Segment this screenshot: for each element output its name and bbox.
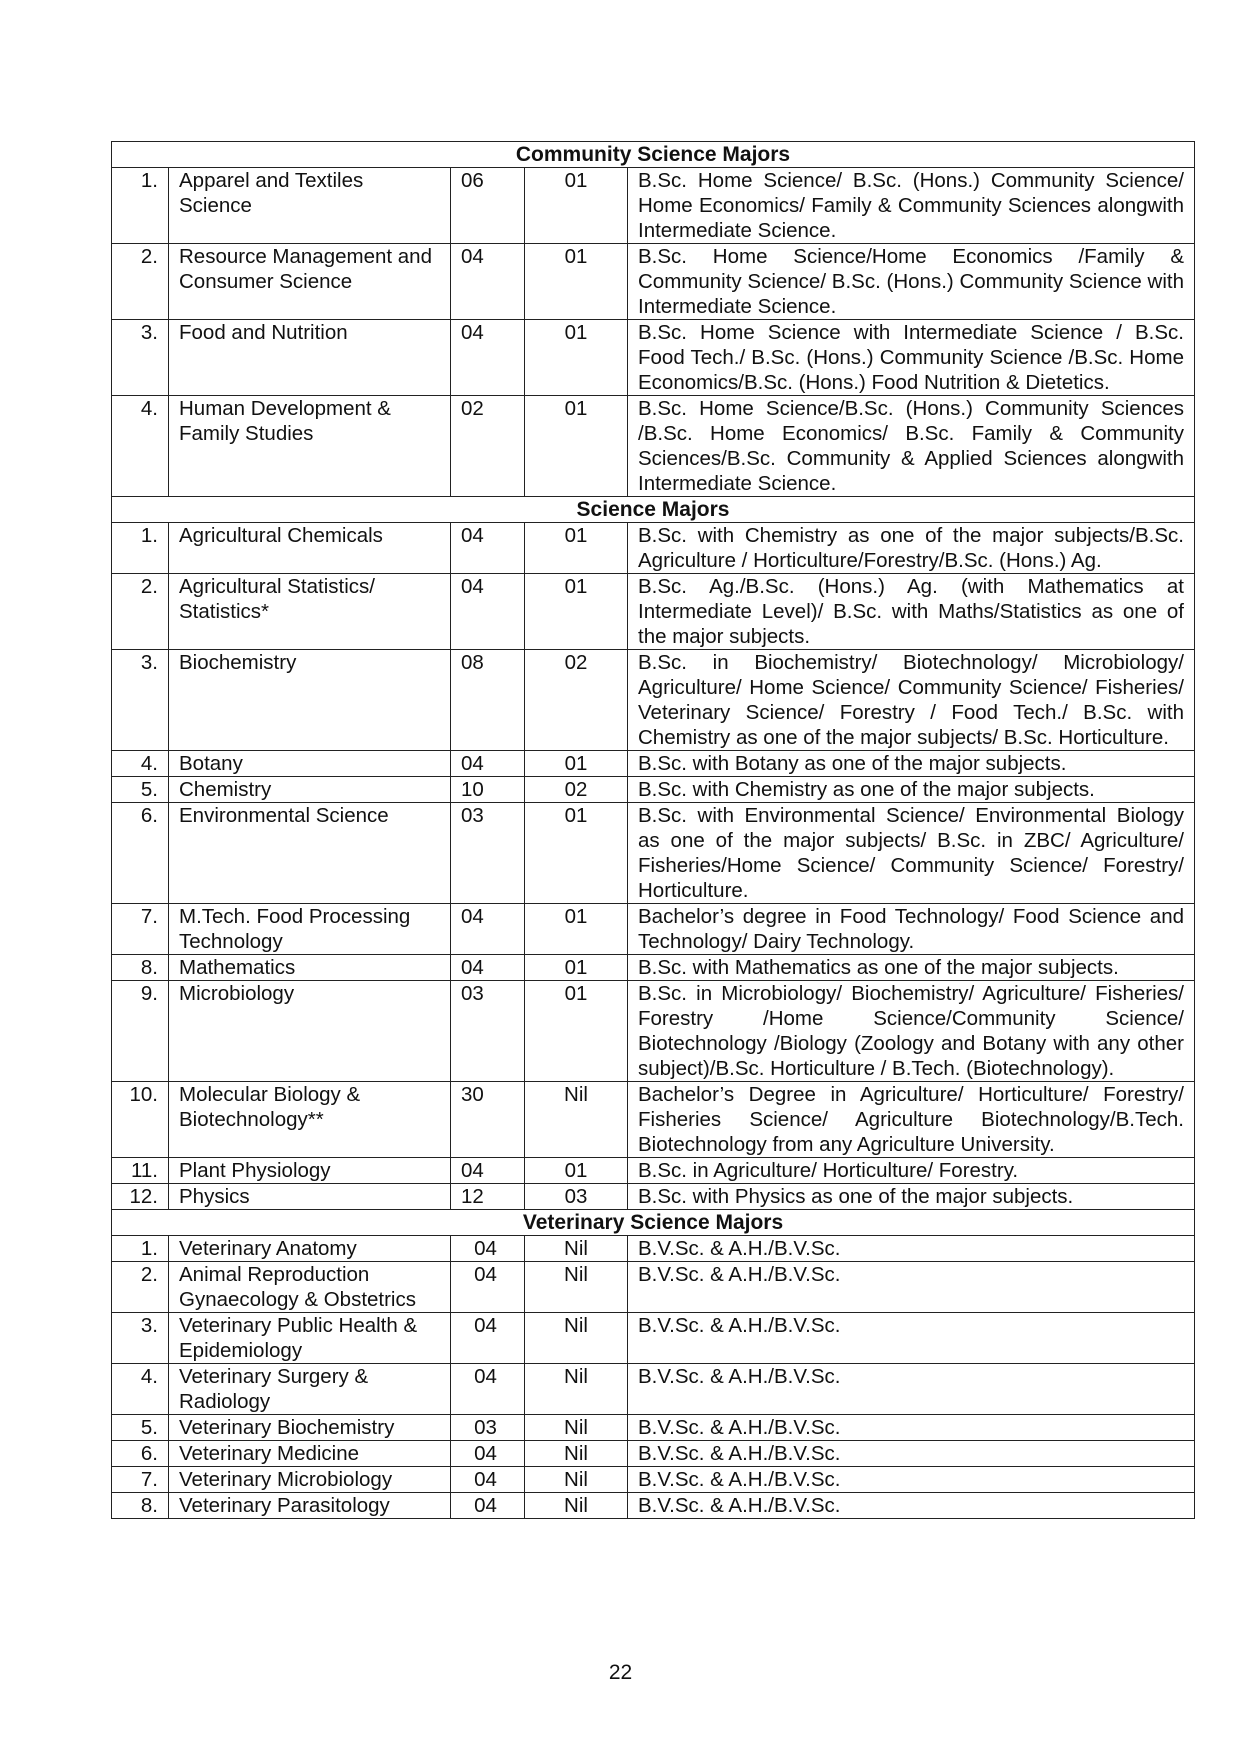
icar-seats-cell: 01 [525,574,628,650]
seats-cell: 04 [451,320,525,396]
icar-seats-cell: Nil [525,1082,628,1158]
serial-number-cell: 7. [112,1467,169,1493]
serial-number-cell: 4. [112,1364,169,1415]
seats-cell: 04 [451,955,525,981]
serial-number-cell: 10. [112,1082,169,1158]
subject-cell: Mathematics [169,955,451,981]
table-row [112,523,1195,574]
subject-cell: Biochemistry [169,650,451,751]
serial-number-cell: 5. [112,1415,169,1441]
eligibility-cell: Bachelor’s degree in Food Technology/ Food Science and Technology/ Dairy Technology. [628,904,1195,955]
serial-number-cell: 6. [112,1441,169,1467]
icar-seats-cell: Nil [525,1364,628,1415]
seats-cell: 04 [451,904,525,955]
icar-seats-cell: Nil [525,1313,628,1364]
seats-cell: 08 [451,650,525,751]
table-row [112,1158,1195,1184]
icar-seats-cell: 01 [525,751,628,777]
eligibility-cell: B.Sc. with Mathematics as one of the major subjects. [628,955,1195,981]
table-row [112,1236,1195,1262]
icar-seats-cell: 03 [525,1184,628,1210]
seats-cell: 04 [451,1236,525,1262]
seats-cell: 12 [451,1184,525,1210]
serial-number-cell: 3. [112,1313,169,1364]
subject-cell: Apparel and Textiles Science [169,168,451,244]
table-row [112,751,1195,777]
subject-cell: Veterinary Public Health & Epidemiology [169,1313,451,1364]
seats-cell: 04 [451,1262,525,1313]
eligibility-cell: B.V.Sc. & A.H./B.V.Sc. [628,1262,1195,1313]
serial-number-cell: 2. [112,1262,169,1313]
seats-cell: 04 [451,1441,525,1467]
eligibility-cell: B.V.Sc. & A.H./B.V.Sc. [628,1236,1195,1262]
table-row [112,1262,1195,1313]
serial-number-cell: 2. [112,244,169,320]
table-row [112,244,1195,320]
subject-cell: Physics [169,1184,451,1210]
eligibility-cell: B.V.Sc. & A.H./B.V.Sc. [628,1364,1195,1415]
serial-number-cell: 8. [112,955,169,981]
icar-seats-cell: 01 [525,1158,628,1184]
subject-cell: Food and Nutrition [169,320,451,396]
serial-number-cell: 1. [112,523,169,574]
seats-cell: 03 [451,981,525,1082]
eligibility-cell: B.Sc. with Chemistry as one of the major subjects. [628,777,1195,803]
seat-matrix-table [111,141,1195,1519]
serial-number-cell: 2. [112,574,169,650]
section-header-row [112,142,1195,168]
table-row [112,650,1195,751]
seats-cell: 04 [451,1364,525,1415]
page-number: 22 [608,1661,633,1684]
serial-number-cell: 4. [112,751,169,777]
serial-number-cell: 9. [112,981,169,1082]
table-row [112,1467,1195,1493]
serial-number-cell: 3. [112,320,169,396]
subject-cell: Veterinary Biochemistry [169,1415,451,1441]
table-row [112,396,1195,497]
eligibility-cell: B.V.Sc. & A.H./B.V.Sc. [628,1313,1195,1364]
eligibility-cell: B.V.Sc. & A.H./B.V.Sc. [628,1493,1195,1519]
section-title: Science Majors [112,497,1195,523]
subject-cell: Veterinary Parasitology [169,1493,451,1519]
icar-seats-cell: 01 [525,168,628,244]
icar-seats-cell: 01 [525,320,628,396]
table-row [112,1184,1195,1210]
seats-cell: 04 [451,751,525,777]
subject-cell: Plant Physiology [169,1158,451,1184]
subject-cell: Chemistry [169,777,451,803]
icar-seats-cell: 02 [525,777,628,803]
serial-number-cell: 3. [112,650,169,751]
icar-seats-cell: Nil [525,1467,628,1493]
eligibility-cell: B.V.Sc. & A.H./B.V.Sc. [628,1467,1195,1493]
serial-number-cell: 1. [112,168,169,244]
table-row [112,574,1195,650]
icar-seats-cell: 01 [525,955,628,981]
seats-cell: 04 [451,1493,525,1519]
subject-cell: Botany [169,751,451,777]
icar-seats-cell: Nil [525,1236,628,1262]
subject-cell: Molecular Biology & Biotechnology** [169,1082,451,1158]
icar-seats-cell: 01 [525,981,628,1082]
eligibility-cell: B.Sc. Ag./B.Sc. (Hons.) Ag. (with Mathematics at Intermediate Level)/ B.Sc. with Maths/Statistics as one of the major subjects. [628,574,1195,650]
icar-seats-cell: Nil [525,1441,628,1467]
eligibility-cell: B.Sc. with Physics as one of the major subjects. [628,1184,1195,1210]
seats-cell: 04 [451,523,525,574]
eligibility-cell: B.Sc. Home Science with Intermediate Science / B.Sc. Food Tech./ B.Sc. (Hons.) Community Science /B.Sc. Home Economics/B.Sc. (Hons.) Food Nutrition & Dietetics. [628,320,1195,396]
subject-cell: Veterinary Medicine [169,1441,451,1467]
seats-cell: 03 [451,803,525,904]
eligibility-cell: B.Sc. in Agriculture/ Horticulture/ Forestry. [628,1158,1195,1184]
eligibility-cell: B.Sc. Home Science/Home Economics /Family & Community Science/ B.Sc. (Hons.) Community Science with Intermediate Science. [628,244,1195,320]
eligibility-cell: B.Sc. in Biochemistry/ Biotechnology/ Microbiology/ Agriculture/ Home Science/ Community Science/ Fisheries/ Veterinary Science/ Forestry / Food Tech./ B.Sc. with Chemistry as one of the major subjects/ B.Sc. Horticulture. [628,650,1195,751]
subject-cell: Agricultural Chemicals [169,523,451,574]
icar-seats-cell: 01 [525,396,628,497]
subject-cell: Veterinary Anatomy [169,1236,451,1262]
table-row [112,1364,1195,1415]
seats-cell: 10 [451,777,525,803]
seats-cell: 03 [451,1415,525,1441]
serial-number-cell: 5. [112,777,169,803]
seats-cell: 06 [451,168,525,244]
table-row [112,955,1195,981]
seats-cell: 30 [451,1082,525,1158]
icar-seats-cell: Nil [525,1415,628,1441]
seats-cell: 04 [451,1158,525,1184]
eligibility-cell: B.Sc. in Microbiology/ Biochemistry/ Agriculture/ Fisheries/ Forestry /Home Science/Community Science/ Biotechnology /Biology (Zoology and Botany with any other subject)/B.Sc. Horticulture / B.Tech. (Biotechnology). [628,981,1195,1082]
subject-cell: Resource Management and Consumer Science [169,244,451,320]
icar-seats-cell: 02 [525,650,628,751]
subject-cell: Veterinary Surgery & Radiology [169,1364,451,1415]
seats-cell: 04 [451,1467,525,1493]
icar-seats-cell: Nil [525,1493,628,1519]
serial-number-cell: 11. [112,1158,169,1184]
serial-number-cell: 1. [112,1236,169,1262]
subject-cell: Microbiology [169,981,451,1082]
seats-cell: 04 [451,1313,525,1364]
table-row [112,803,1195,904]
section-title: Community Science Majors [112,142,1195,168]
table-row [112,1441,1195,1467]
serial-number-cell: 4. [112,396,169,497]
eligibility-cell: B.Sc. with Chemistry as one of the major subjects/B.Sc. Agriculture / Horticulture/Forestry/B.Sc. (Hons.) Ag. [628,523,1195,574]
eligibility-cell: B.Sc. Home Science/ B.Sc. (Hons.) Community Science/ Home Economics/ Family & Community Sciences alongwith Intermediate Science. [628,168,1195,244]
eligibility-cell: B.V.Sc. & A.H./B.V.Sc. [628,1441,1195,1467]
eligibility-cell: B.V.Sc. & A.H./B.V.Sc. [628,1415,1195,1441]
serial-number-cell: 8. [112,1493,169,1519]
table-row [112,1415,1195,1441]
section-header-row [112,497,1195,523]
table-row [112,168,1195,244]
seats-cell: 02 [451,396,525,497]
table-row [112,1082,1195,1158]
serial-number-cell: 7. [112,904,169,955]
subject-cell: Animal Reproduction Gynaecology & Obstetrics [169,1262,451,1313]
table-row [112,1493,1195,1519]
section-header-row [112,1210,1195,1236]
seat-matrix-body [112,142,1195,1519]
icar-seats-cell: 01 [525,803,628,904]
subject-cell: M.Tech. Food Processing Technology [169,904,451,955]
table-row [112,777,1195,803]
subject-cell: Human Development & Family Studies [169,396,451,497]
serial-number-cell: 12. [112,1184,169,1210]
subject-cell: Environmental Science [169,803,451,904]
section-title: Veterinary Science Majors [112,1210,1195,1236]
eligibility-cell: B.Sc. Home Science/B.Sc. (Hons.) Community Sciences /B.Sc. Home Economics/ B.Sc. Family & Community Sciences/B.Sc. Community & Applied Sciences alongwith Intermediate Science. [628,396,1195,497]
table-row [112,320,1195,396]
eligibility-cell: B.Sc. with Botany as one of the major subjects. [628,751,1195,777]
icar-seats-cell: 01 [525,904,628,955]
icar-seats-cell: 01 [525,244,628,320]
seats-cell: 04 [451,244,525,320]
eligibility-cell: Bachelor’s Degree in Agriculture/ Horticulture/ Forestry/ Fisheries Science/ Agriculture Biotechnology/B.Tech. Biotechnology from any Agriculture University. [628,1082,1195,1158]
table-row [112,1313,1195,1364]
serial-number-cell: 6. [112,803,169,904]
table-row [112,904,1195,955]
eligibility-cell: B.Sc. with Environmental Science/ Environmental Biology as one of the major subjects/ B.Sc. in ZBC/ Agriculture/ Fisheries/Home Science/ Community Science/ Forestry/ Horticulture. [628,803,1195,904]
icar-seats-cell: 01 [525,523,628,574]
subject-cell: Veterinary Microbiology [169,1467,451,1493]
table-row [112,981,1195,1082]
seats-cell: 04 [451,574,525,650]
subject-cell: Agricultural Statistics/ Statistics* [169,574,451,650]
icar-seats-cell: Nil [525,1262,628,1313]
